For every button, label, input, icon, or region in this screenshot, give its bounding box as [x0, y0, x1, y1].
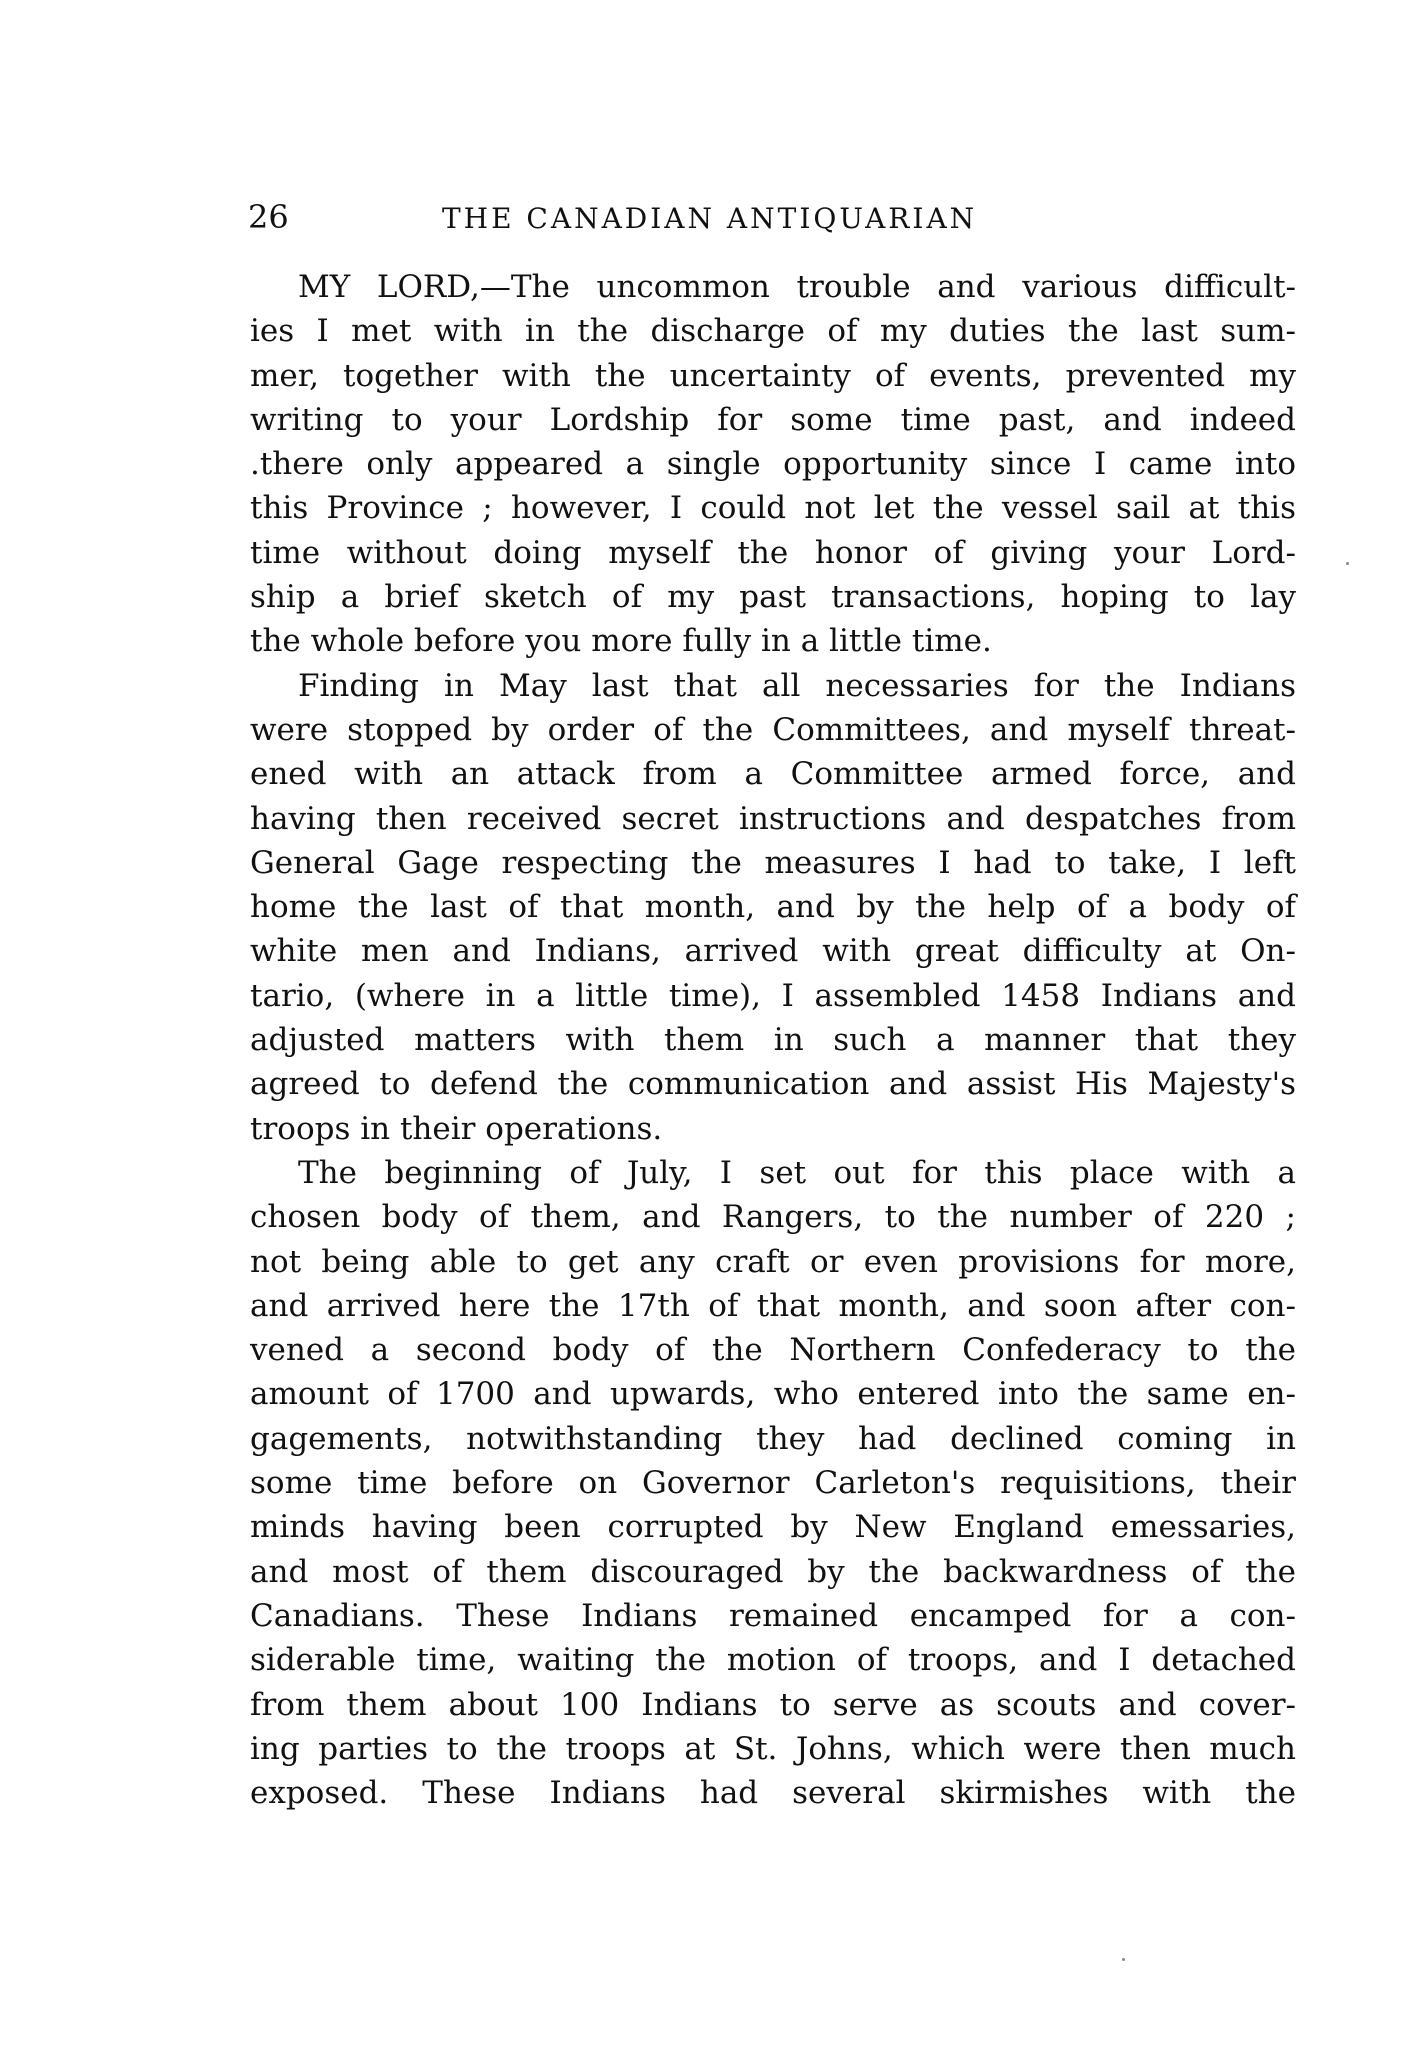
body-text [250, 265, 1296, 1815]
text-line: having then received secret instructions and despatches from [250, 800, 1296, 837]
text-line: and arrived here the 17th of that month, and soon after con- [250, 1287, 1296, 1324]
text-line: the whole before you more fully in a little time. [250, 623, 992, 660]
text-line: agreed to defend the communication and assist His Majesty's [250, 1066, 1296, 1103]
text-line: ies I met with in the discharge of my duties the last sum- [250, 313, 1296, 350]
text-line: amount of 1700 and upwards, who entered into the same en- [250, 1376, 1296, 1413]
text-line: tario, (where in a little time), I assembled 1458 Indians and [250, 977, 1296, 1014]
text-line: gagements, notwithstanding they had declined coming in [250, 1420, 1296, 1457]
text-line: some time before on Governor Carleton's requisitions, their [250, 1465, 1296, 1502]
text-line: vened a second body of the Northern Confederacy to the [250, 1332, 1296, 1369]
text-line: adjusted matters with them in such a manner that they [250, 1022, 1296, 1059]
text-line: home the last of that month, and by the help of a body of [250, 889, 1296, 926]
text-line: General Gage respecting the measures I had to take, I left [250, 844, 1296, 881]
text-line: Finding in May last that all necessaries for the Indians [298, 667, 1296, 704]
text-line: minds having been corrupted by New England emessaries, [250, 1509, 1296, 1546]
scan-speck [1346, 562, 1349, 565]
text-line: writing to your Lordship for some time past, and indeed [250, 401, 1296, 438]
text-line: troops in their operations. [250, 1110, 663, 1147]
text-line: The beginning of July, I set out for this place with a [298, 1154, 1296, 1191]
text-line: this Province ; however, I could not let the vessel sail at this [250, 490, 1296, 527]
text-line: ened with an attack from a Committee armed force, and [250, 756, 1296, 793]
text-line: from them about 100 Indians to serve as scouts and cover- [250, 1686, 1296, 1723]
text-line: ship a brief sketch of my past transactions, hoping to lay [250, 579, 1296, 616]
text-line: mer, together with the uncertainty of events, prevented my [250, 357, 1296, 394]
text-line: time without doing myself the honor of giving your Lord- [250, 534, 1296, 571]
text-line: Canadians. These Indians remained encamped for a con- [250, 1597, 1296, 1634]
text-line: and most of them discouraged by the backwardness of the [250, 1553, 1296, 1590]
text-line: exposed. These Indians had several skirmishes with the [250, 1775, 1296, 1812]
page-number: 26 [248, 198, 289, 236]
text-line: were stopped by order of the Committees, and myself threat- [250, 711, 1296, 748]
scan-speck [1122, 1958, 1125, 1961]
text-line: siderable time, waiting the motion of troops, and I detached [250, 1642, 1296, 1679]
running-title: THE CANADIAN ANTIQUARIAN [442, 202, 978, 235]
text-line: ing parties to the troops at St. Johns, which were then much [250, 1730, 1296, 1767]
text-line: .there only appeared a single opportunity since I came into [250, 446, 1296, 483]
text-line: white men and Indians, arrived with great difficulty at On- [250, 933, 1296, 970]
running-head [248, 198, 1288, 242]
text-line: not being able to get any craft or even provisions for more, [250, 1243, 1296, 1280]
text-line: chosen body of them, and Rangers, to the number of 220 ; [250, 1199, 1296, 1236]
text-line: MY LORD,—The uncommon trouble and various difficult- [298, 269, 1296, 305]
